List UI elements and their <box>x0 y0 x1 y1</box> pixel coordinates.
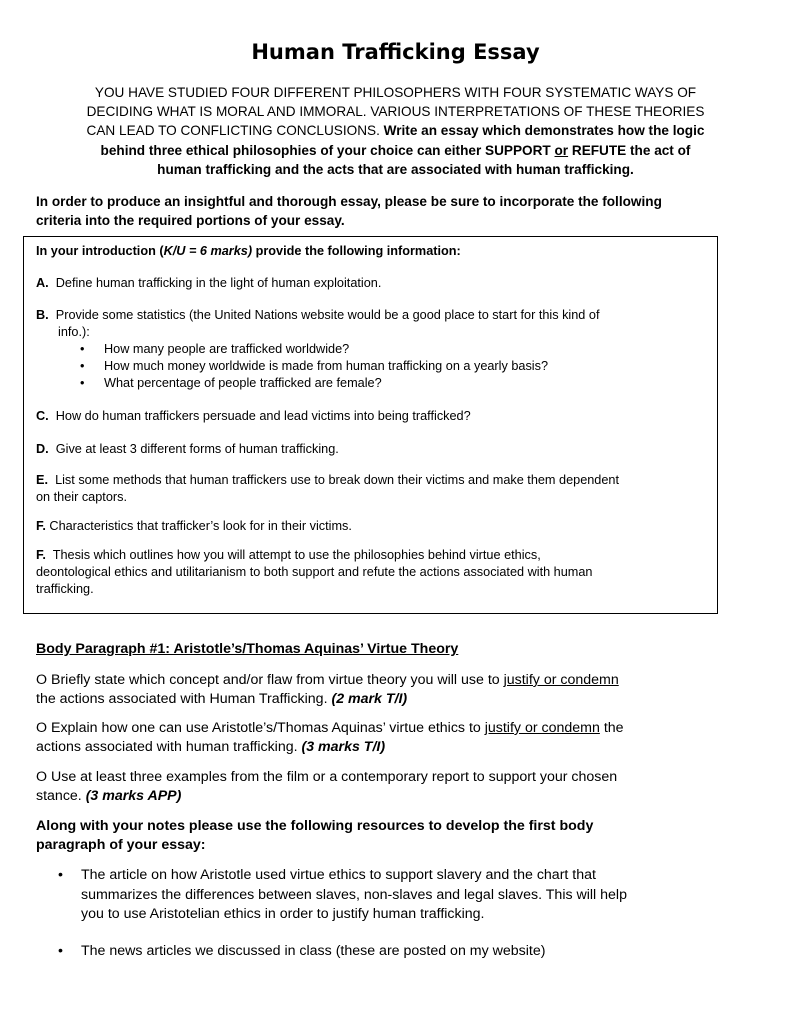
criteria-line: In order to produce an insightful and thorough essay, please be sure to incorporate the following <box>36 194 662 209</box>
list-item-text: you to use Aristotelian ethics in order to justify human trafficking. <box>81 906 485 922</box>
item-letter: E. <box>36 473 48 487</box>
list-item <box>80 358 700 375</box>
body-requirement-2 <box>36 719 736 757</box>
item-text: info.): <box>58 325 90 339</box>
intro-line: YOU HAVE STUDIED FOUR DIFFERENT PHILOSOPHERS WITH FOUR SYSTEMATIC WAYS OF <box>94 85 697 100</box>
page-title: Human Trafficking Essay <box>251 40 540 64</box>
list-item <box>58 866 698 925</box>
item-d <box>36 441 706 458</box>
resources-list <box>58 866 698 925</box>
item-letter: F. <box>36 548 46 562</box>
intro-paragraph <box>36 83 755 179</box>
body-requirement-3 <box>36 768 736 806</box>
item-b <box>36 307 706 341</box>
resources-list <box>58 942 698 962</box>
requirement-text: O Briefly state which concept and/or flaw from virtue theory you will use to <box>36 672 504 688</box>
requirement-text: O Use at least three examples from the film or a contemporary report to support your chosen <box>36 769 618 785</box>
intro-line <box>36 121 755 140</box>
criteria-paragraph <box>36 192 736 230</box>
statistics-bullet-list <box>80 341 700 392</box>
item-letter: F. <box>36 519 46 533</box>
item-text: trafficking. <box>36 582 94 596</box>
item-f-thesis <box>36 547 706 598</box>
bullet-icon: • <box>80 376 85 390</box>
marks-label: (2 mark T/I) <box>331 691 408 707</box>
item-text: How do human traffickers persuade and lead victims into being trafficked? <box>55 409 471 423</box>
item-text: on their captors. <box>36 490 127 504</box>
item-c <box>36 408 706 425</box>
item-text: Provide some statistics (the United Nations website would be a good place to start for this kind of <box>55 308 600 322</box>
item-text: Characteristics that trafficker’s look for in their victims. <box>49 519 352 533</box>
list-item-text: How much money worldwide is made from human trafficking on a yearly basis? <box>104 359 549 373</box>
underlined-text: justify or condemn <box>484 720 600 736</box>
requirement-text: stance. <box>36 788 86 804</box>
box-heading-text: In your introduction ( <box>36 244 164 258</box>
list-item <box>80 341 700 358</box>
item-text: List some methods that human traffickers use to break down their victims and make them dependent <box>55 473 620 487</box>
marks-label: (3 marks APP) <box>85 788 182 804</box>
intro-bold-text: Write an essay which demonstrates how the logic <box>383 123 705 139</box>
intro-line: human trafficking and the acts that are associated with human trafficking. <box>157 161 634 177</box>
list-item <box>80 375 700 392</box>
intro-bold-text: REFUTE the act of <box>568 142 691 158</box>
list-item <box>58 942 698 962</box>
list-item-text: The article on how Aristotle used virtue ethics to support slavery and the chart that <box>81 867 596 883</box>
item-letter: B. <box>36 308 49 322</box>
resources-heading-line: paragraph of your essay: <box>36 837 206 853</box>
item-text: Thesis which outlines how you will attempt to use the philosophies behind virtue ethics, <box>52 548 541 562</box>
list-item-text: How many people are trafficked worldwide? <box>104 342 350 356</box>
bullet-icon: • <box>58 867 63 883</box>
item-text: Give at least 3 different forms of human trafficking. <box>55 442 339 456</box>
intro-bold-text: behind three ethical philosophies of your choice can either SUPPORT <box>100 142 555 158</box>
item-a <box>36 275 706 292</box>
requirement-text: O Explain how one can use Aristotle’s/Thomas Aquinas’ virtue ethics to <box>36 720 485 736</box>
box-heading-text: provide the following information: <box>252 244 461 258</box>
intro-text: CAN LEAD TO CONFLICTING CONCLUSIONS. <box>86 123 384 139</box>
item-letter: C. <box>36 409 49 423</box>
item-f-characteristics <box>36 518 706 535</box>
requirement-text: actions associated with human trafficking. <box>36 739 302 755</box>
resources-heading-line: Along with your notes please use the following resources to develop the first body <box>36 818 594 834</box>
intro-line: DECIDING WHAT IS MORAL AND IMMORAL. VARIOUS INTERPRETATIONS OF THESE THEORIES <box>86 104 705 120</box>
bullet-icon: • <box>58 943 63 959</box>
list-item-text: summarizes the differences between slaves, non-slaves and legal slaves. This will help <box>81 886 627 903</box>
bullet-icon: • <box>80 342 85 356</box>
intro-line <box>36 141 755 160</box>
item-e <box>36 472 706 506</box>
list-item-text: What percentage of people trafficked are female? <box>104 376 382 390</box>
body-requirement-1 <box>36 671 736 709</box>
item-letter: A. <box>36 276 49 290</box>
list-item-text: The news articles we discussed in class (these are posted on my website) <box>81 943 546 959</box>
criteria-line: criteria into the required portions of your essay. <box>36 213 345 229</box>
marks-label: (3 marks T/I) <box>301 739 386 755</box>
item-text: Define human trafficking in the light of human exploitation. <box>55 276 382 290</box>
item-text: deontological ethics and utilitarianism to both support and refute the actions associated with human <box>36 565 593 579</box>
bullet-icon: • <box>80 359 85 373</box>
section-heading: Body Paragraph #1: Aristotle’s/Thomas Aquinas’ Virtue Theory <box>36 641 459 657</box>
item-letter: D. <box>36 442 49 456</box>
box-heading <box>36 243 706 260</box>
requirement-text: the <box>599 720 624 736</box>
resources-heading <box>36 817 736 855</box>
requirement-text: the actions associated with Human Trafficking. <box>36 691 332 707</box>
box-heading-marks: K/U = 6 marks) <box>163 244 253 258</box>
underlined-text: justify or condemn <box>503 672 619 688</box>
intro-underlined-or: or <box>554 142 569 158</box>
